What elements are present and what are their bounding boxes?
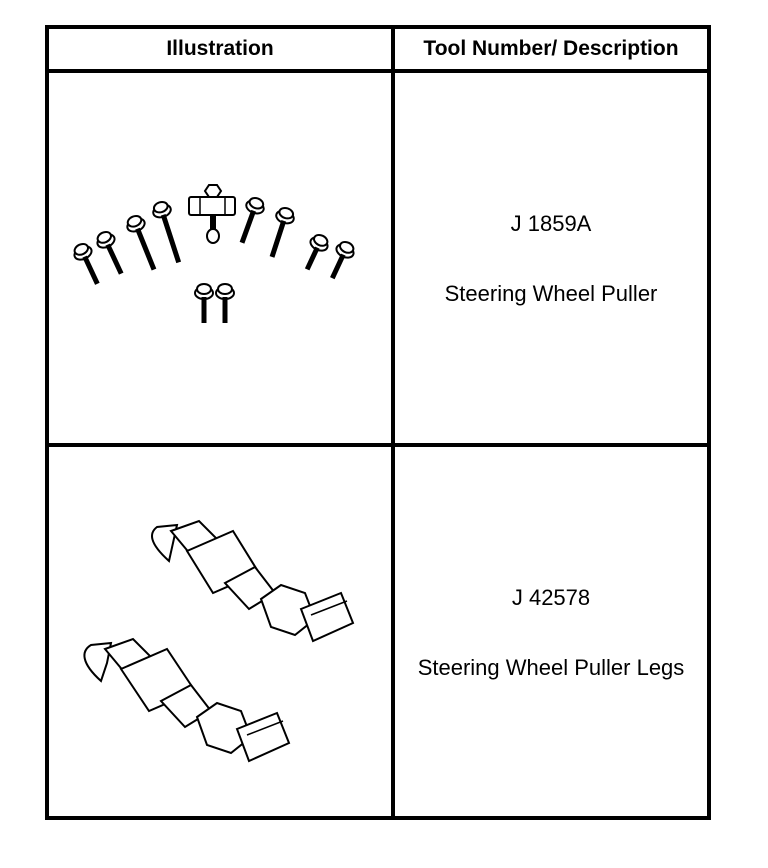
tool-description: Steering Wheel Puller [444, 281, 658, 306]
special-tools-table [45, 25, 711, 820]
puller-leg-lower [84, 639, 289, 761]
tool-row-2-description [395, 447, 707, 816]
tool-row-1-description [395, 73, 707, 443]
puller-crossbar [189, 185, 235, 243]
tool-number: J 1859A [510, 211, 592, 236]
description-header: Tool Number/ Description [423, 37, 679, 60]
puller-kit-illustration [49, 73, 391, 443]
puller-legs-illustration [49, 447, 391, 816]
puller-leg-upper [152, 521, 353, 641]
puller-kit-drawing [49, 73, 391, 443]
puller-legs-drawing [49, 447, 391, 816]
tool-description: Steering Wheel Puller Legs [417, 655, 685, 680]
tool-number: J 42578 [511, 585, 591, 610]
illustration-header: Illustration [166, 37, 274, 60]
